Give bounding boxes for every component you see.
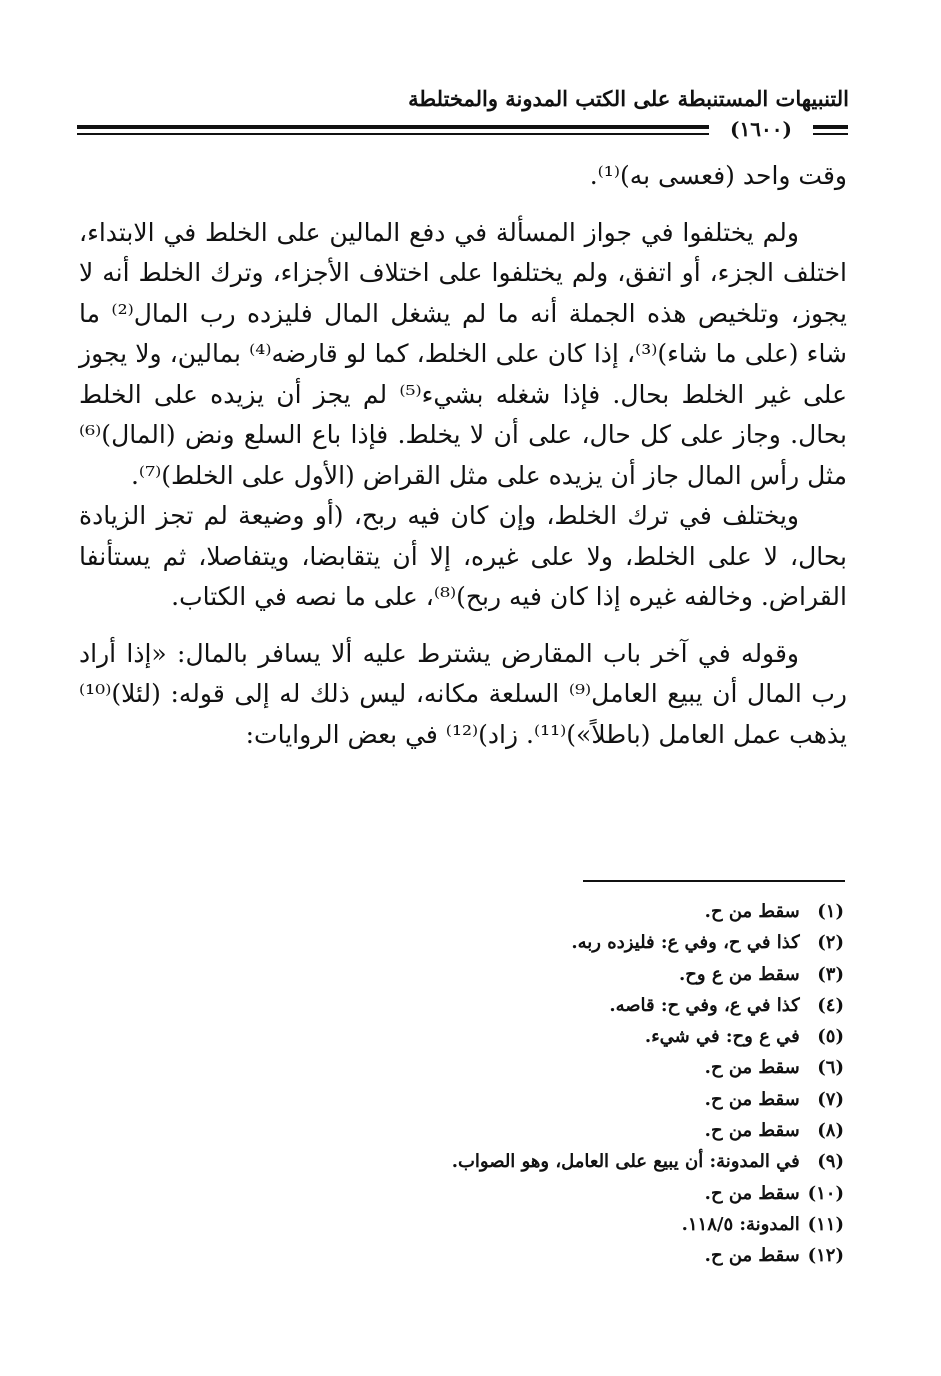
- paragraph-4: وقوله في آخر باب المقارض يشترط عليه ألا يسافر بالمال: «إذا أراد رب المال أن يبيع العامل⁽⁹⁾ السلعة مكانه، ليس ذلك له إلى قوله: (لئلا)⁽¹⁰⁾ يذهب عمل العامل (باطلاً»)⁽¹¹⁾. زاد)⁽¹²⁾ في بعض الروايات:: [79, 638, 848, 749]
- footnote-text: المدونة: ١١٨/٥.: [681, 1213, 800, 1235]
- footnote-number: (١): [817, 901, 844, 922]
- paragraph-2: ولم يختلفوا في جواز المسألة في دفع المالين على الخلط في الابتداء، اختلف الجزء، أو اتفق، ولم يختلفوا على اختلاف الأجزاء، وترك الخلط أنه لا يجوز، وتلخيص هذه الجملة أنه ما لم يشغل المال فليزده رب المال⁽²⁾ ما شاء (على ما شاء)⁽³⁾، إذا كان على الخلط، كما لو قارضه⁽⁴⁾ بمالين، ولا يجوز على غير الخلط بحال. فإذا شغله بشيء⁽⁵⁾ لم يجز أن يزيده على الخلط بحال. وجاز على كل حال، على أن لا يخلط. فإذا باع السلع ونض (المال)⁽⁶⁾ مثل رأس المال جاز أن يزيده على مثل القراض (الأول على الخلط)⁽⁷⁾.: [79, 217, 848, 490]
- footnote-text: كذا في ح، وفي ع: فليزده ربه.: [571, 932, 800, 954]
- footnote-item: [84, 1178, 844, 1209]
- footnote-text: سقط من ح.: [704, 1245, 800, 1267]
- main-text: [79, 156, 847, 755]
- footnote-text: سقط من ح.: [704, 901, 800, 922]
- footnote-separator: [583, 880, 845, 882]
- footnotes-list: [84, 896, 844, 1272]
- footnote-number: (١١): [807, 1213, 844, 1235]
- footnote-item: [84, 1021, 844, 1052]
- paragraph-1: وقت واحد (فعسى به)⁽¹⁾.: [589, 161, 847, 190]
- running-head-title: التنبيهات المستنبطة على الكتب المدونة والمختلطة: [408, 86, 849, 111]
- footnote-item: [84, 990, 844, 1021]
- page-number-badge: [709, 114, 813, 144]
- paragraph-3: ويختلف في ترك الخلط، وإن كان فيه ربح، (أو وضيعة لم تجز الزيادة بحال، لا على الخلط، ولا على غيره، إلا أن يتقابضا، ويتفاصلا، ثم يستأنفا القراض. وخالفه غيره إذا كان فيه ربح)⁽⁸⁾، على ما نصه في الكتاب.: [79, 501, 847, 611]
- footnote-item: [84, 959, 844, 990]
- footnote-number: (١٢): [807, 1245, 844, 1267]
- footnote-item: [84, 1115, 844, 1146]
- footnote-number: (٥): [817, 1026, 844, 1048]
- footnote-text: سقط من ح.: [704, 1088, 800, 1110]
- footnote-text: في ع وح: في شيء.: [644, 1026, 800, 1048]
- footnote-item: [84, 1052, 844, 1083]
- footnote-number: (٤): [817, 994, 844, 1016]
- footnote-number: (٨): [817, 1120, 844, 1142]
- footnote-number: (٢): [817, 932, 844, 954]
- footnote-item: [84, 1209, 844, 1240]
- footnote-text: سقط من ح.: [704, 1182, 800, 1204]
- footnote-item: [84, 1146, 844, 1177]
- footnote-item: [84, 927, 844, 958]
- footnote-number: (٦): [817, 1057, 844, 1079]
- footnote-number: (٧): [817, 1088, 844, 1110]
- footnote-item: [84, 1084, 844, 1115]
- footnote-text: سقط من ح.: [704, 1057, 800, 1079]
- footnote-number: (١٠): [807, 1182, 844, 1204]
- footnote-number: (٣): [817, 963, 844, 985]
- footnote-text: سقط من ع وح.: [678, 963, 800, 985]
- footnote-text: سقط من ح.: [704, 1120, 800, 1142]
- footnote-text: كذا في ع، وفي ح: قاصه.: [609, 994, 800, 1016]
- footnote-item: [84, 1240, 844, 1271]
- footnote-text: في المدونة: أن يبيع على العامل، وهو الصواب.: [451, 1151, 800, 1173]
- page-number: (١٦٠٠): [730, 117, 792, 141]
- footnote-number: (٩): [817, 1151, 844, 1173]
- footnote-item: [84, 896, 844, 927]
